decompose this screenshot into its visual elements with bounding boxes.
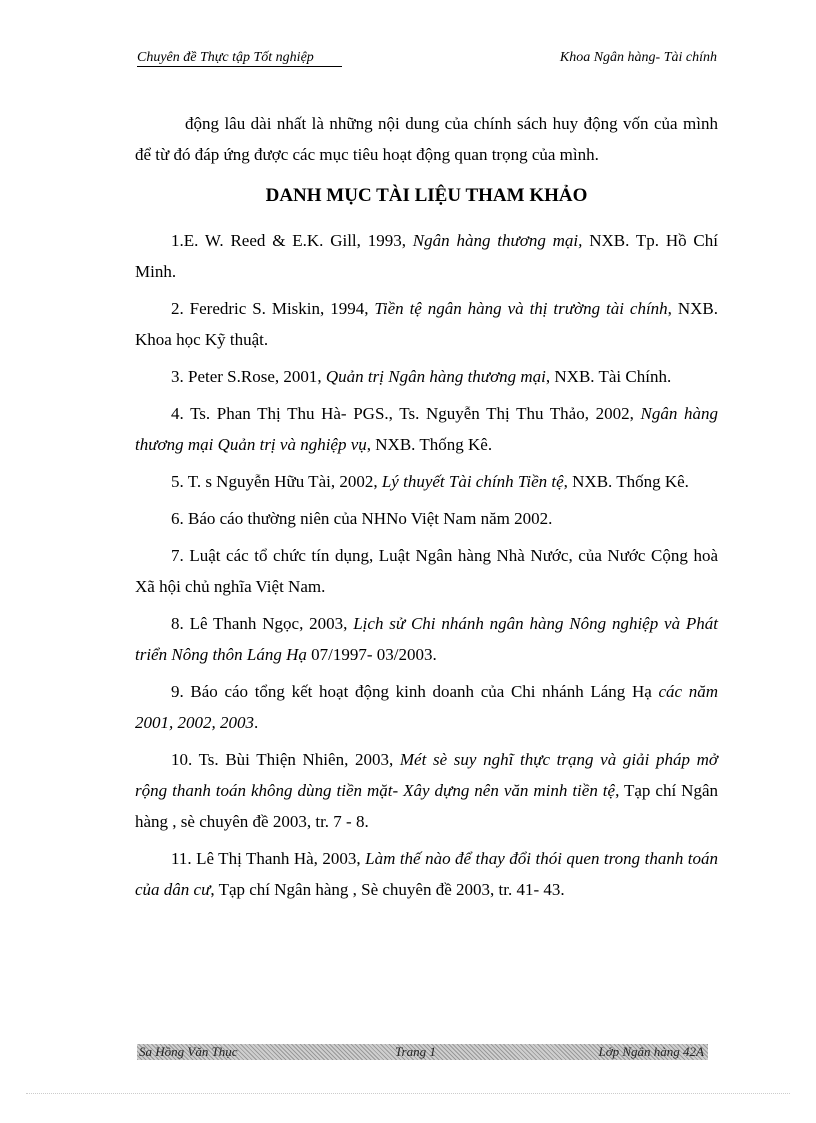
reference-item <box>135 843 718 905</box>
reference-title: Lý thuyết Tài chính Tiền tệ <box>381 472 564 491</box>
page-bottom-rule <box>26 1093 790 1094</box>
reference-item <box>135 398 718 460</box>
reference-publisher: , Tạp chí Ngân hàng , sè chuyên đề 2003, tr. 7 - 8. <box>135 781 718 831</box>
reference-publisher: , Tạp chí Ngân hàng , Sè chuyên đề 2003, tr. 41- 43. <box>210 880 565 899</box>
footer-page-number: Trang 1 <box>395 1044 436 1059</box>
reference-publisher: , NXB. Tài Chính. <box>545 367 672 386</box>
reference-text: 7. Luật các tổ chức tín dụng, Luật Ngân hàng Nhà Nước, của Nước Cộng hoà Xã hội chủ nghĩa Việt Nam. <box>135 546 718 596</box>
reference-title: Lịch sử Chi nhánh ngân hàng Nông nghiệp và Phát triển Nông thôn Láng Hạ <box>135 614 719 664</box>
reference-title: Ngân hàng thương mại Quản trị và nghiệp vụ <box>135 404 718 454</box>
reference-item <box>135 293 718 355</box>
page-body <box>135 108 718 911</box>
header-right-text: Khoa Ngân hàng- Tài chính <box>559 50 717 65</box>
reference-publisher: , NXB. Khoa học Kỹ thuật. <box>135 299 718 349</box>
reference-text: 9. Báo cáo tổng kết hoạt động kinh doanh của Chi nhánh Láng Hạ <box>171 682 659 701</box>
reference-title: Quản trị Ngân hàng thương mại <box>325 367 546 386</box>
reference-title: Ngân hàng thương mại, <box>412 231 583 250</box>
reference-title: Tiền tệ ngân hàng và thị trường tài chính <box>374 299 668 318</box>
reference-item <box>135 225 718 287</box>
reference-title: các năm 2001, 2002, 2003 <box>135 682 718 732</box>
reference-title: Làm thế nào để thay đổi thói quen trong thanh toán của dân cư <box>135 849 719 899</box>
page-header <box>137 50 717 70</box>
reference-item <box>135 608 718 670</box>
reference-publisher: . <box>254 713 259 732</box>
reference-text: 11. Lê Thị Thanh Hà, 2003, <box>171 849 366 868</box>
section-title: DANH MỤC TÀI LIỆU THAM KHẢO <box>265 185 588 206</box>
reference-text: 10. Ts. Bùi Thiện Nhiên, 2003, <box>171 750 400 769</box>
header-left-text: Chuyên đề Thực tập Tốt nghiệp <box>137 50 342 67</box>
reference-item <box>135 676 718 738</box>
footer-class: Lớp Ngân hàng 42A <box>598 1044 704 1059</box>
footer-author: Sa Hồng Văn Thục <box>139 1044 238 1059</box>
reference-text: 5. T. s Nguyễn Hữu Tài, 2002, <box>171 472 382 491</box>
intro-paragraph: động lâu dài nhất là những nội dung của chính sách huy động vốn của mình để từ đó đáp ứng được các mục tiêu hoạt động quan trọng của mình. <box>135 114 718 164</box>
reference-item <box>135 466 718 497</box>
reference-text: 4. Ts. Phan Thị Thu Hà- PGS., Ts. Nguyễn Thị Thu Thảo, 2002, <box>171 404 641 423</box>
page-footer <box>137 1044 708 1060</box>
reference-publisher: , NXB. Thống Kê. <box>366 435 493 454</box>
reference-publisher: NXB. Tp. Hồ Chí Minh. <box>135 231 718 281</box>
reference-publisher: , NXB. Thống Kê. <box>563 472 689 491</box>
reference-publisher: 07/1997- 03/2003. <box>306 645 437 664</box>
reference-item <box>135 503 718 534</box>
reference-text: 2. Feredric S. Miskin, 1994, <box>171 299 375 318</box>
reference-item <box>135 744 718 837</box>
reference-text: 6. Báo cáo thường niên của NHNo Việt Nam năm 2002. <box>171 509 553 528</box>
reference-item <box>135 540 718 602</box>
reference-title: Mét sè suy nghĩ thực trạng và giải pháp mở rộng thanh toán không dùng tiền mặt- Xây dựng nên văn minh tiền tệ <box>135 750 718 800</box>
reference-text: 3. Peter S.Rose, 2001, <box>171 367 326 386</box>
reference-text: 8. Lê Thanh Ngọc, 2003, <box>171 614 354 633</box>
reference-list <box>135 225 718 905</box>
reference-text: 1.E. W. Reed & E.K. Gill, 1993, <box>171 231 413 250</box>
reference-item <box>135 361 718 392</box>
